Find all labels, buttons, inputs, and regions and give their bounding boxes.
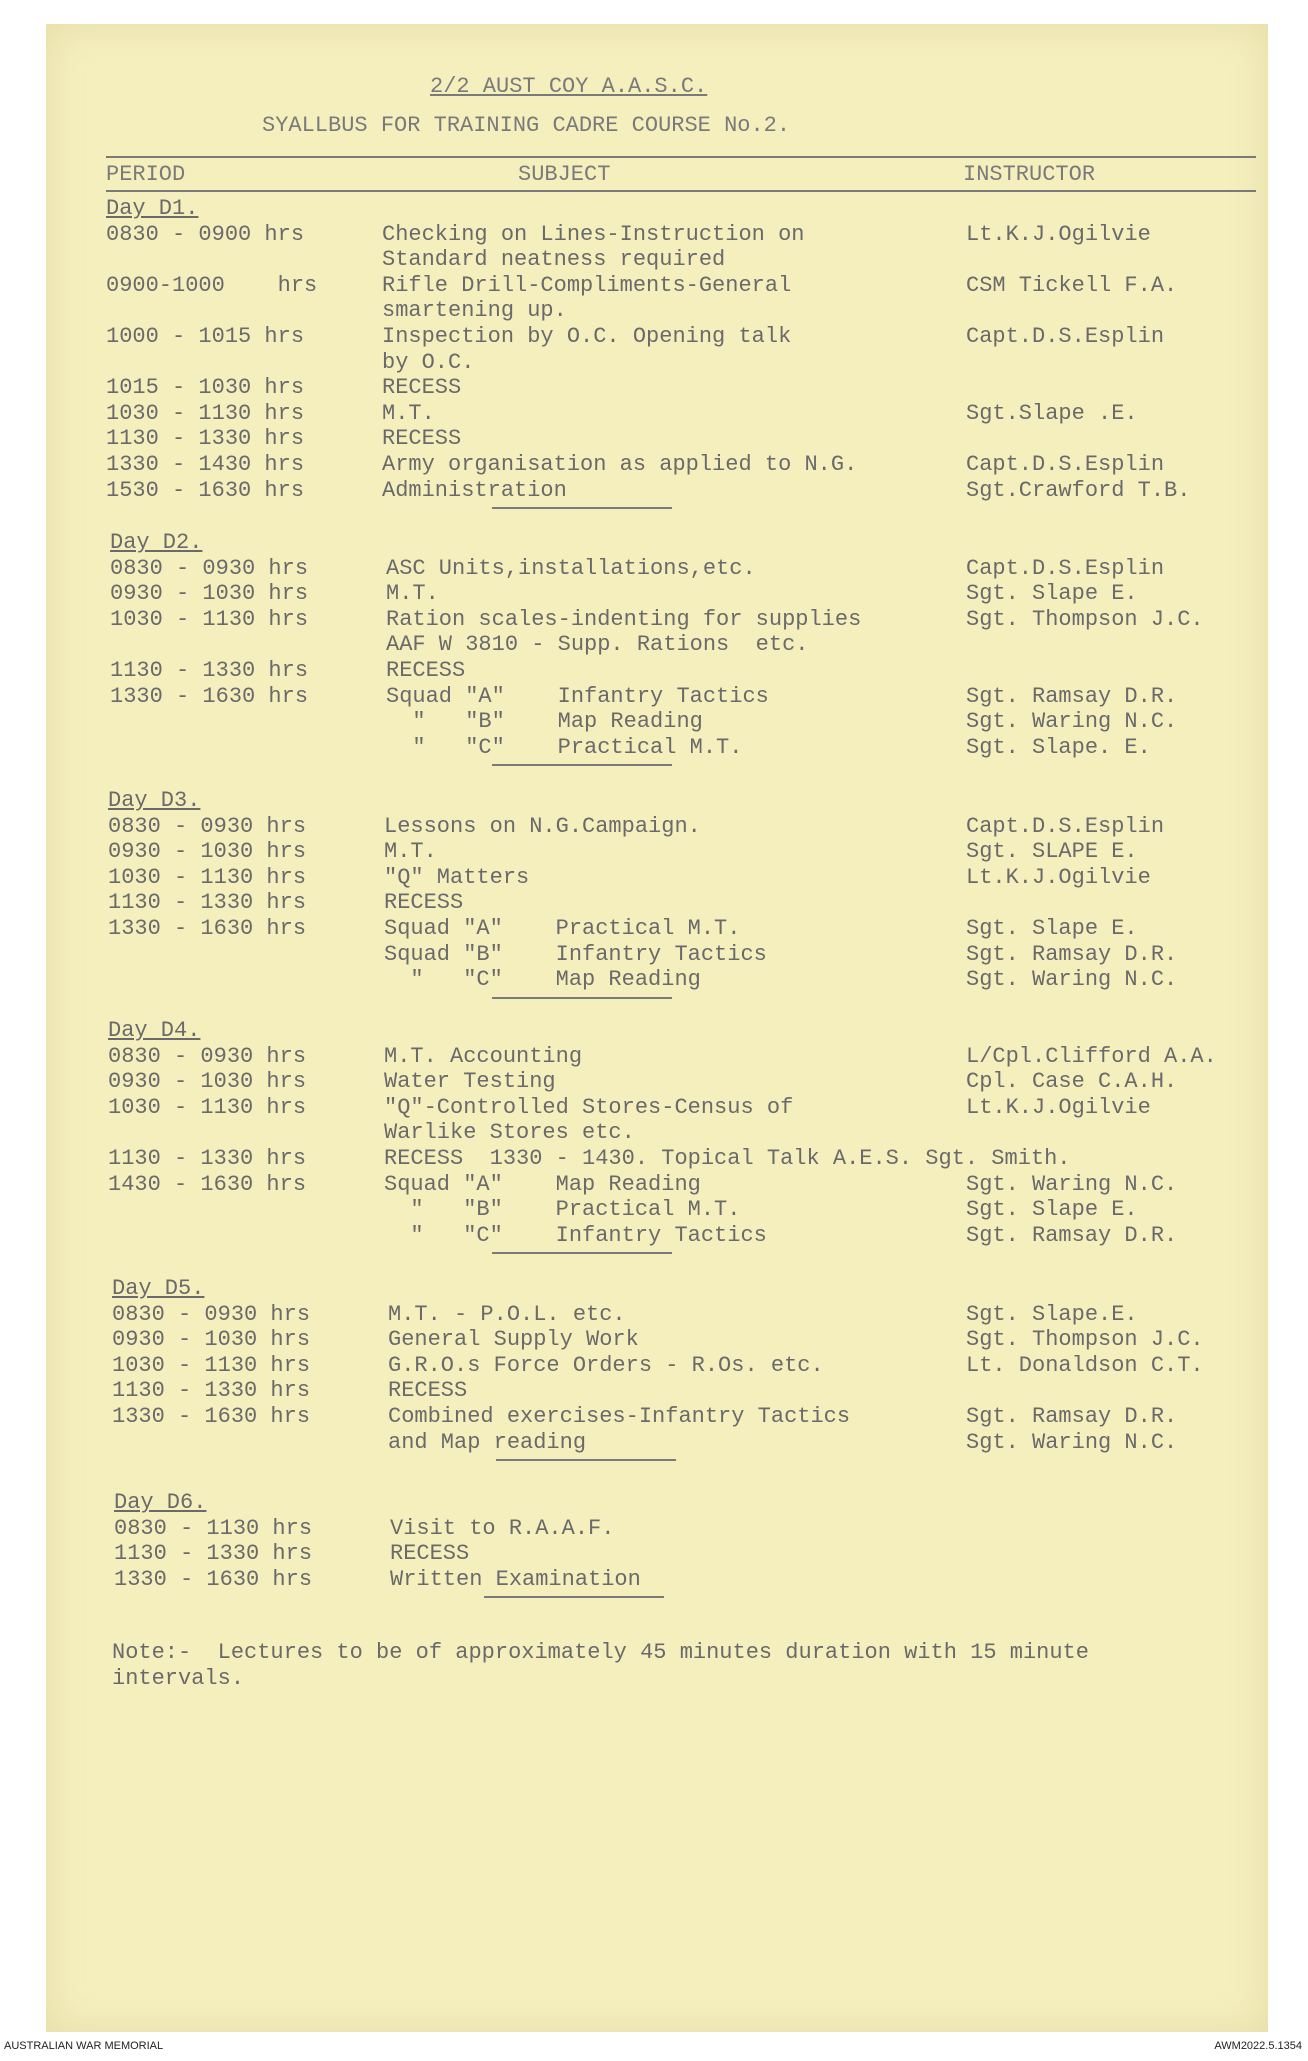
column-header-period: PERIOD: [106, 162, 186, 187]
header-rule-top: [106, 156, 1256, 158]
period-cell: 1030 - 1130 hrs: [108, 1094, 307, 1120]
period-cell: 1130 - 1330 hrs: [106, 426, 305, 452]
subject-cell: General Supply Work: [388, 1327, 639, 1353]
instructor-cell: Sgt. Slape E.: [966, 916, 1138, 941]
subject-cell: RECESS: [384, 890, 464, 916]
period-cell: 0930 - 1030 hrs: [110, 581, 309, 607]
period-cell: 0830 - 0900 hrs: [106, 221, 305, 247]
subject-cell: Squad "A" Map Reading: [384, 1171, 701, 1197]
period-cell: 1530 - 1630 hrs: [106, 477, 305, 503]
instructor-cell: Sgt. Waring N.C.: [966, 1429, 1178, 1455]
period-cell: 1130 - 1330 hrs: [112, 1378, 311, 1404]
subject-cell: RECESS 1330 - 1430. Topical Talk A.E.S. Sgt. Smith.: [384, 1146, 1071, 1171]
note-line-1: Note:- Lectures to be of approximately 45 minutes duration with 15 minute: [112, 1640, 1089, 1665]
instructor-cell: Lt. Donaldson C.T.: [966, 1352, 1204, 1378]
section-divider: [492, 764, 672, 766]
subject-cell: and Map reading: [388, 1429, 587, 1455]
instructor-cell: CSM Tickell F.A.: [966, 272, 1178, 298]
instructor-cell: Capt.D.S.Esplin: [966, 452, 1165, 477]
subject-cell: M.T. Accounting: [384, 1043, 583, 1069]
period-cell: 1330 - 1630 hrs: [110, 683, 309, 709]
section-divider: [492, 1252, 672, 1254]
subject-cell: Written Examination: [390, 1566, 641, 1592]
instructor-cell: Lt.K.J.Ogilvie: [966, 864, 1151, 890]
instructor-cell: Cpl. Case C.A.H.: [966, 1069, 1178, 1095]
document-title: SYALLBUS FOR TRAINING CADRE COURSE No.2.: [262, 113, 791, 138]
period-cell: 1330 - 1430 hrs: [106, 452, 305, 477]
instructor-cell: Sgt. Slape E.: [966, 581, 1138, 607]
period-cell: 0930 - 1030 hrs: [108, 1069, 307, 1095]
period-cell: 1330 - 1630 hrs: [108, 916, 307, 941]
instructor-cell: Capt.D.S.Esplin: [966, 324, 1165, 349]
header-rule-bottom: [106, 190, 1256, 192]
subject-cell: Visit to R.A.A.F.: [390, 1515, 615, 1541]
subject-cell: RECESS: [382, 426, 462, 452]
section-divider: [496, 1459, 676, 1461]
period-cell: 1130 - 1330 hrs: [110, 658, 309, 683]
note-line-2: intervals.: [112, 1666, 245, 1691]
subject-cell: M.T.: [384, 839, 437, 865]
subject-cell: RECESS: [390, 1541, 470, 1567]
period-cell: 0930 - 1030 hrs: [108, 839, 307, 865]
period-cell: 1015 - 1030 hrs: [106, 375, 305, 401]
instructor-cell: Sgt. Slape E.: [966, 1197, 1138, 1223]
instructor-cell: Sgt. Ramsay D.R.: [966, 1222, 1178, 1248]
period-cell: 1330 - 1630 hrs: [112, 1404, 311, 1429]
instructor-cell: Sgt. Ramsay D.R.: [966, 1404, 1178, 1429]
period-cell: 1030 - 1130 hrs: [110, 606, 309, 632]
instructor-cell: Sgt. Thompson J.C.: [966, 1327, 1204, 1353]
subject-cell: Squad "A" Infantry Tactics: [386, 683, 769, 709]
column-header-instructor: INSTRUCTOR: [963, 162, 1096, 187]
period-cell: 1000 - 1015 hrs: [106, 324, 305, 349]
subject-cell: " "B" Practical M.T.: [384, 1197, 741, 1223]
period-cell: 1130 - 1330 hrs: [108, 1146, 307, 1171]
subject-cell: Ration scales-indenting for supplies: [386, 606, 862, 632]
instructor-cell: Sgt. Waring N.C.: [966, 1171, 1178, 1197]
unit-heading: 2/2 AUST COY A.A.S.C.: [430, 74, 708, 99]
instructor-cell: Capt.D.S.Esplin: [966, 813, 1165, 839]
instructor-cell: Lt.K.J.Ogilvie: [966, 1094, 1151, 1120]
subject-cell: Rifle Drill-Compliments-General: [382, 272, 792, 298]
subject-cell: "Q" Matters: [384, 864, 530, 890]
subject-cell: " "C" Infantry Tactics: [384, 1222, 767, 1248]
footer-source: AUSTRALIAN WAR MEMORIAL: [4, 2040, 164, 2052]
instructor-cell: Sgt. Ramsay D.R.: [966, 941, 1178, 967]
subject-cell: Administration: [382, 477, 567, 503]
instructor-cell: Sgt. SLAPE E.: [966, 839, 1138, 865]
subject-cell: Checking on Lines-Instruction on: [382, 221, 805, 247]
subject-cell: M.T. - P.O.L. etc.: [388, 1301, 626, 1327]
subject-cell: Inspection by O.C. Opening talk: [382, 324, 792, 349]
instructor-cell: Sgt.Slape .E.: [966, 400, 1138, 426]
subject-cell: M.T.: [386, 581, 439, 607]
subject-cell: Squad "B" Infantry Tactics: [384, 941, 767, 967]
period-cell: 1330 - 1630 hrs: [114, 1566, 313, 1592]
subject-cell: Standard neatness required: [382, 247, 726, 273]
subject-cell: RECESS: [386, 658, 466, 683]
section-divider: [492, 507, 672, 509]
instructor-cell: Capt.D.S.Esplin: [966, 555, 1165, 581]
column-header-subject: SUBJECT: [518, 162, 611, 187]
day-label: Day D3.: [108, 788, 201, 813]
period-cell: 0830 - 0930 hrs: [112, 1301, 311, 1327]
subject-cell: Warlike Stores etc.: [384, 1120, 635, 1146]
period-cell: 0830 - 1130 hrs: [114, 1515, 313, 1541]
period-cell: 1030 - 1130 hrs: [108, 864, 307, 890]
instructor-cell: Sgt. Thompson J.C.: [966, 606, 1204, 632]
instructor-cell: L/Cpl.Clifford A.A.: [966, 1043, 1217, 1069]
period-cell: 1430 - 1630 hrs: [108, 1171, 307, 1197]
instructor-cell: Sgt.Crawford T.B.: [966, 477, 1191, 503]
period-cell: 1130 - 1330 hrs: [114, 1541, 313, 1567]
subject-cell: M.T.: [382, 400, 435, 426]
instructor-cell: Sgt. Waring N.C.: [966, 709, 1178, 735]
subject-cell: RECESS: [382, 375, 462, 401]
footer-accession: AWM2022.5.1354: [1214, 2040, 1302, 2052]
subject-cell: " "B" Map Reading: [386, 709, 703, 735]
day-label: Day D1.: [106, 196, 199, 221]
subject-cell: AAF W 3810 - Supp. Rations etc.: [386, 632, 809, 658]
subject-cell: G.R.O.s Force Orders - R.Os. etc.: [388, 1352, 824, 1378]
subject-cell: Water Testing: [384, 1069, 556, 1095]
period-cell: 0900-1000 hrs: [106, 272, 318, 298]
day-label: Day D6.: [114, 1490, 207, 1515]
instructor-cell: Sgt. Slape. E.: [966, 734, 1151, 760]
subject-cell: " "C" Map Reading: [384, 967, 701, 993]
period-cell: 1030 - 1130 hrs: [106, 400, 305, 426]
day-label: Day D2.: [110, 530, 203, 555]
day-label: Day D4.: [108, 1018, 201, 1043]
subject-cell: Combined exercises-Infantry Tactics: [388, 1404, 851, 1429]
subject-cell: by O.C.: [382, 349, 475, 375]
period-cell: 1030 - 1130 hrs: [112, 1352, 311, 1378]
period-cell: 0830 - 0930 hrs: [108, 1043, 307, 1069]
period-cell: 1130 - 1330 hrs: [108, 890, 307, 916]
instructor-cell: Lt.K.J.Ogilvie: [966, 221, 1151, 247]
subject-cell: " "C" Practical M.T.: [386, 734, 743, 760]
subject-cell: RECESS: [388, 1378, 468, 1404]
instructor-cell: Sgt. Slape.E.: [966, 1301, 1138, 1327]
period-cell: 0930 - 1030 hrs: [112, 1327, 311, 1353]
day-label: Day D5.: [112, 1276, 205, 1301]
subject-cell: "Q"-Controlled Stores-Census of: [384, 1094, 794, 1120]
subject-cell: Lessons on N.G.Campaign.: [384, 813, 701, 839]
instructor-cell: Sgt. Waring N.C.: [966, 967, 1178, 993]
period-cell: 0830 - 0930 hrs: [108, 813, 307, 839]
subject-cell: Army organisation as applied to N.G.: [382, 452, 858, 477]
subject-cell: smartening up.: [382, 298, 567, 324]
section-divider: [492, 997, 672, 999]
subject-cell: Squad "A" Practical M.T.: [384, 916, 741, 941]
section-divider: [484, 1596, 664, 1598]
period-cell: 0830 - 0930 hrs: [110, 555, 309, 581]
instructor-cell: Sgt. Ramsay D.R.: [966, 683, 1178, 709]
subject-cell: ASC Units,installations,etc.: [386, 555, 756, 581]
